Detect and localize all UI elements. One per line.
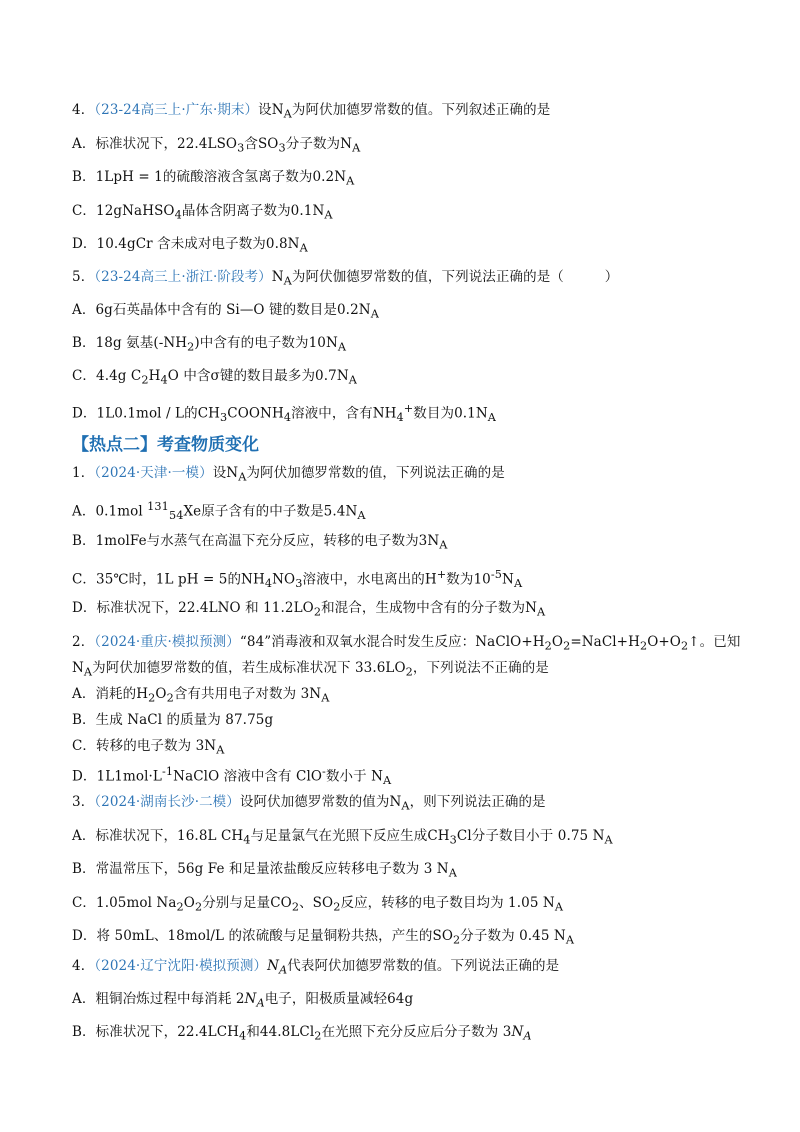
option-b: B．生成 NaCl 的质量为 87.75g — [72, 712, 274, 728]
option-b: B．常温常压下，56g Fe 和足量浓盐酸反应转移电子数为 3 $N_A$ — [72, 861, 457, 880]
option-d: D．将 50mL、18mol/L 的浓硫酸与足量铜粉共热，产生的$SO_2$分子数为 0.45 $N_A$ — [72, 928, 575, 947]
question-number: 1． — [72, 465, 95, 481]
option-d: D．标准状况下，22.4LNO 和 $11.2LO_2$和混合，生成物中含有的分子数为$N_A$ — [72, 600, 546, 619]
option-d: D．$1L1mol\cdot L^{-1}NaClO$ 溶液中含有 ClO-数小于 $N_A$ — [72, 765, 392, 788]
question-stem: $N_A$为阿伏伽德罗常数的值，下列说法正确的是（ ） — [271, 269, 619, 288]
question-source: （23-24高三上·广东·期末） — [94, 102, 259, 118]
option-a: A．消耗的$H_2O_2$含有共用电子对数为 $3N_A$ — [72, 686, 330, 705]
question-source: （2024·辽宁沈阳·模拟预测） — [94, 958, 268, 974]
question-4 — [72, 100, 740, 125]
question-5 — [72, 267, 740, 292]
question-stem: 设$N_A$为阿伏加德罗常数的值。下列叙述正确的是 — [258, 102, 551, 121]
option-c: C．35℃时，1L pH = 5的$NH_4NO_3$溶液中，水电离出的H+数为$10^{-5}N_A$ — [72, 568, 523, 591]
question-stem: $N_A$代表阿伏加德罗常数的值。下列说法正确的是 — [267, 958, 560, 977]
option-b: B．1molFe与水蒸气在高温下充分反应，转移的电子数为$3N_A$ — [72, 533, 448, 552]
question-number: 2． — [72, 634, 95, 650]
option-a: A．0.1mol $^{131}_{54}$Xe原子含有的中子数是$5.4N_A$ — [72, 500, 366, 523]
question-number: 4． — [72, 958, 95, 974]
option-d: D．10.4gCr 含未成对电子数为$0.8N_A$ — [72, 236, 308, 255]
question-4b — [72, 956, 740, 981]
option-b: B．标准状况下，$22.4LCH_4$和44.8LCl$_2$在光照下充分反应后分子数为 $3N_A$ — [72, 1024, 532, 1043]
question-stem: 设$N_A$为阿伏加德罗常数的值，下列说法正确的是 — [212, 465, 505, 484]
question-source: （2024·重庆·模拟预测） — [94, 634, 240, 650]
option-c: C．4.4g $C_2H_4O$ 中含σ键的数目最多为$0.7N_A$ — [72, 368, 357, 387]
option-c: C．1.05mol $Na_2O_2$分别与足量$CO_2$、$SO_2$反应，转移的电子数目均为 1.05 $N_A$ — [72, 895, 564, 914]
question-3 — [72, 792, 740, 817]
option-b: B．18g 氨基$(-NH_2)$中含有的电子数为$10N_A$ — [72, 335, 347, 354]
option-a: A．标准状况下，$22.4LSO_3$含$SO_3$分子数为$N_A$ — [72, 136, 361, 155]
question-2 — [72, 632, 740, 657]
question-1 — [72, 463, 740, 488]
question-source: （23-24高三上·浙江·阶段考） — [94, 269, 272, 285]
option-b: B．1LpH = 1的硫酸溶液含氢离子数为$0.2N_A$ — [72, 169, 355, 188]
question-source: （2024·天津·一模） — [94, 465, 213, 481]
question-2-continuation: $N_A$为阿伏加德罗常数的值，若生成标准状况下 $33.6LO_2$，下列说法不正确的是 — [72, 660, 549, 679]
option-a: A．粗铜冶炼过程中每消耗 $2N_A$电子，阳极质量减轻64g — [72, 991, 414, 1010]
option-a: A．标准状况下，16.8L $CH_4$与足量氯气在光照下反应生成$CH_3Cl$分子数目小于 0.75 $N_A$ — [72, 828, 613, 847]
option-c: C．转移的电子数为 $3N_A$ — [72, 738, 225, 757]
question-source: （2024·湖南长沙·二模） — [94, 794, 240, 810]
option-c: C．12gNaHSO$_4$晶体含阴离子数为$0.1N_A$ — [72, 203, 333, 222]
option-a: A．6g石英晶体中含有的 Si—O 键的数目是$0.2N_A$ — [72, 302, 379, 321]
section-heading: 【热点二】考查物质变化 — [72, 435, 259, 455]
question-number: 3． — [72, 794, 95, 810]
question-stem: “84”消毒液和双氧水混合时发生反应：$NaClO+H_2O_2=NaCl+H_2O+O_2↑$。已知 — [239, 634, 741, 653]
question-stem: 设阿伏加德罗常数的值为$N_A$，则下列说法正确的是 — [239, 794, 546, 813]
question-number: 4． — [72, 102, 95, 118]
option-d: D．1L0.1mol / L的$CH_3COONH_4$溶液中，含有$NH_4^+$数目为$0.1N_A$ — [72, 402, 496, 425]
question-number: 5． — [72, 269, 95, 285]
